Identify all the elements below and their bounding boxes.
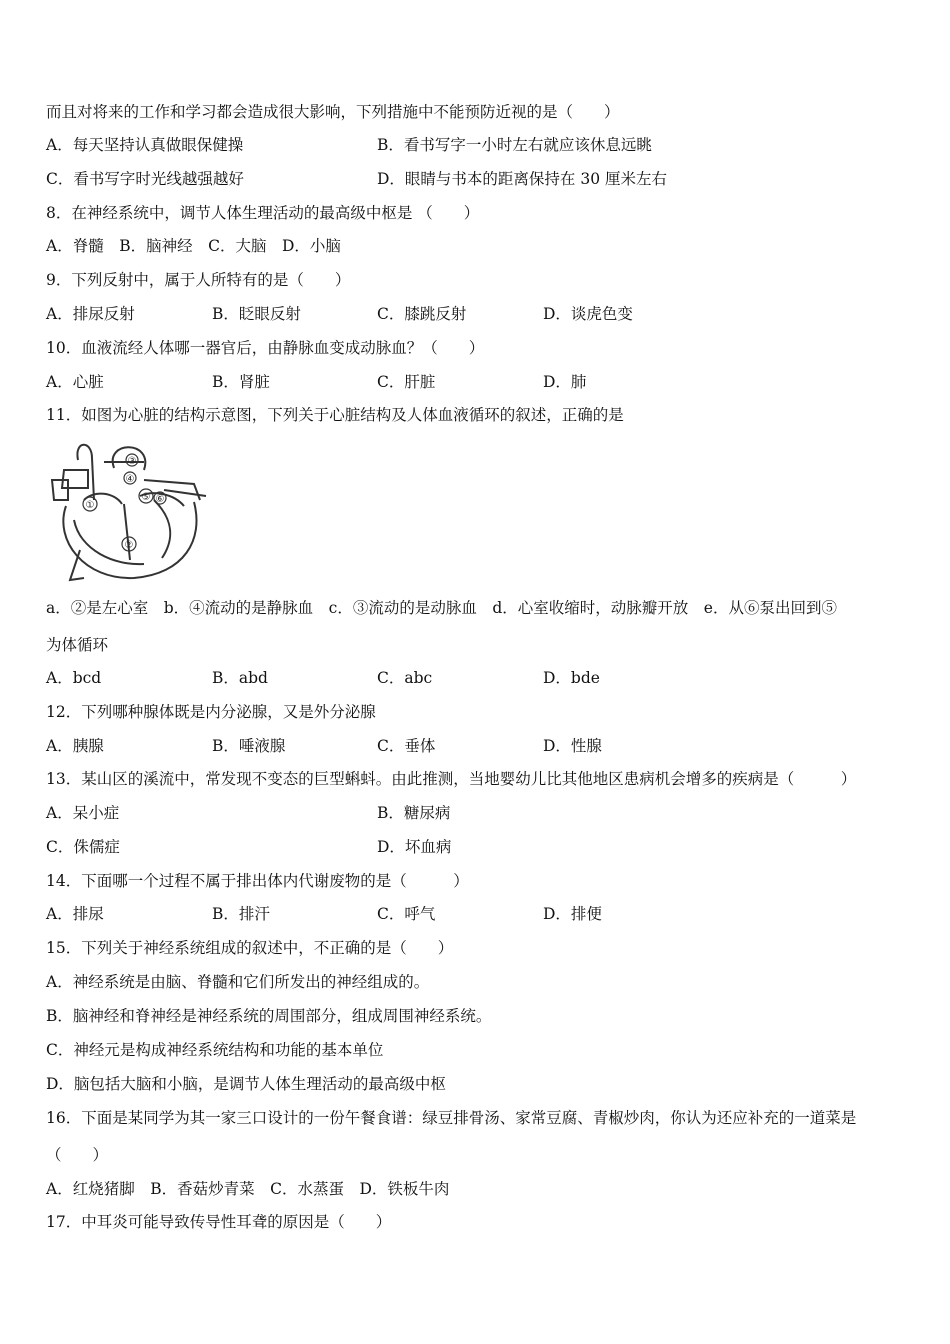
option-c: C．垂体 (377, 737, 436, 755)
heart-label-6: ⑥ (155, 494, 165, 505)
option-b: B．唾液腺 (212, 737, 286, 755)
heart-label-4: ④ (125, 474, 135, 485)
question-10: 10．血液流经人体哪一器官后，由静脉血变成动脉血？（ ） (46, 339, 485, 357)
heart-label-2: ② (124, 540, 134, 551)
question-14: 14．下面哪一个过程不属于排出体内代谢废物的是（ ） (46, 872, 469, 890)
option-d: D．谈虎色变 (543, 305, 633, 323)
question-16-blank: （ ） (46, 1146, 109, 1164)
question-9: 9．下列反射中，属于人所特有的是（ ） (46, 271, 351, 289)
question-16-options: A．红烧猪脚 B．香菇炒青菜 C．水蒸蛋 D．铁板牛肉 (46, 1180, 450, 1198)
option-c: C．侏儒症 (46, 838, 120, 856)
option-d: D．bde (543, 669, 600, 687)
option-d: D．性腺 (543, 737, 602, 755)
option-c: C．abc (377, 669, 433, 687)
option-c: C．神经元是构成神经系统结构和功能的基本单位 (46, 1041, 384, 1059)
question-12: 12．下列哪种腺体既是内分泌腺，又是外分泌腺 (46, 703, 376, 721)
option-c: C．肝脏 (377, 373, 436, 391)
option-a: A．排尿反射 (46, 305, 135, 323)
question-8-options: A．脊髓 B．脑神经 C．大脑 D．小脑 (46, 237, 341, 255)
option-c: C．看书写字时光线越强越好 (46, 170, 244, 188)
option-a: A．胰腺 (46, 737, 104, 755)
option-b: B．看书写字一小时左右就应该休息远眺 (377, 136, 652, 154)
option-a: A．心脏 (46, 373, 104, 391)
question-13: 13．某山区的溪流中，常发现不变态的巨型蝌蚪。由此推测，当地婴幼儿比其他地区患病机会增多的疾病是（ ） (46, 770, 857, 788)
question-11: 11．如图为心脏的结构示意图，下列关于心脏结构及人体血液循环的叙述，正确的是 (46, 406, 624, 424)
option-a: A．呆小症 (46, 804, 120, 822)
heart-diagram (44, 440, 214, 585)
option-d: D．眼睛与书本的距离保持在 30 厘米左右 (377, 170, 668, 188)
text-line: 而且对将来的工作和学习都会造成很大影响，下列措施中不能预防近视的是（ ） (46, 103, 620, 121)
option-b: B．肾脏 (212, 373, 270, 391)
option-d: D．排便 (543, 905, 602, 923)
option-d: D．肺 (543, 373, 587, 391)
option-c: C．呼气 (377, 905, 436, 923)
heart-label-5: ⑤ (141, 492, 151, 503)
question-8: 8．在神经系统中，调节人体生理活动的最高级中枢是 （ ） (46, 204, 480, 222)
option-b: B．abd (212, 669, 268, 687)
option-a: A．每天坚持认真做眼保健操 (46, 136, 244, 154)
option-d: D．脑包括大脑和小脑，是调节人体生理活动的最高级中枢 (46, 1075, 446, 1093)
option-a: A．bcd (46, 669, 102, 687)
question-17: 17．中耳炎可能导致传导性耳聋的原因是（ ） (46, 1213, 392, 1231)
option-a: A．神经系统是由脑、脊髓和它们所发出的神经组成的。 (46, 973, 430, 991)
question-11-statements: a．②是左心室 b．④流动的是静脉血 c．③流动的是动脉血 d．心室收缩时，动脉瓣开放 e．从⑥泵出回到⑤ (46, 599, 837, 617)
option-b: B．排汗 (212, 905, 270, 923)
option-b: B．眨眼反射 (212, 305, 301, 323)
heart-label-3: ③ (127, 456, 137, 467)
option-d: D．坏血病 (377, 838, 452, 856)
option-b: B．糖尿病 (377, 804, 451, 822)
option-a: A．排尿 (46, 905, 104, 923)
question-15: 15．下列关于神经系统组成的叙述中，不正确的是（ ） (46, 939, 454, 957)
heart-label-1: ① (85, 500, 95, 511)
option-c: C．膝跳反射 (377, 305, 467, 323)
question-11-statements-cont: 为体循环 (46, 636, 109, 654)
option-b: B．脑神经和脊神经是神经系统的周围部分，组成周围神经系统。 (46, 1007, 492, 1025)
question-16: 16．下面是某同学为其一家三口设计的一份午餐食谱：绿豆排骨汤、家常豆腐、青椒炒肉，你认为还应补充的一道菜是 (46, 1109, 857, 1127)
